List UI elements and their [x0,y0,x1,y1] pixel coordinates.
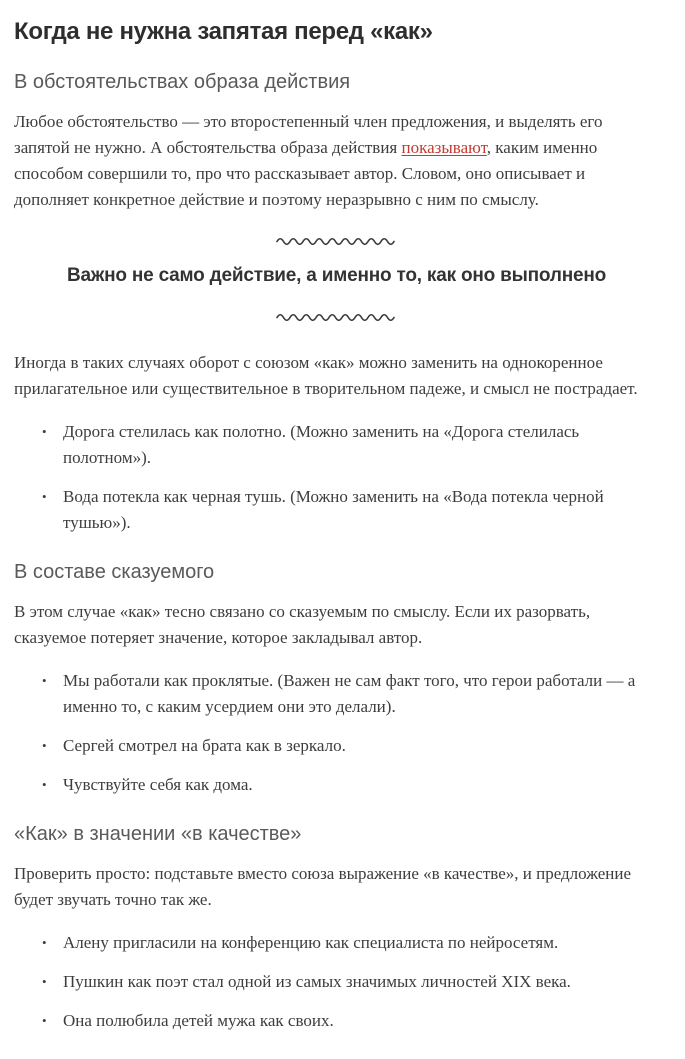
callout-heading: Важно не само действие, а именно то, как оно выполнено [66,265,607,286]
examples-list-predicate [14,668,659,798]
example-item: • Сергей смотрел на брата как в зеркало. [42,733,659,759]
wavy-divider [14,311,659,321]
section-heading-manner-adverbial: В обстоятельствах образа действия [14,71,351,93]
example-item: • Дорога стелилась как полотно. (Можно заменить на «Дорога стелилась полотном»). [42,419,659,471]
quality-check-paragraph: Проверить просто: подставьте вместо союза выражение «в качестве», и предложение будет звучать точно так же. [14,864,632,909]
spacer [14,321,659,335]
page-title: Когда не нужна запятая перед «как» [14,18,433,45]
section-heading-predicate: В составе сказуемого [14,561,215,583]
example-item: • Она полюбила детей мужа как своих. [42,1008,659,1034]
example-item: • Мы работали как проклятые. (Важен не сам факт того, что герои работали — а именно то, с каким усердием они это делали). [42,668,659,720]
paragraph-text: , каким именно способом совершили то, про что рассказывает автор. Словом, оно описывает и дополняет конкретное действие и поэтому неразрывно с ним по смыслу. [14,138,598,209]
wavy-line-icon [276,235,398,245]
replacement-rule-paragraph: Иногда в таких случаях оборот с союзом «как» можно заменить на однокоренное прилагательное или существительное в творительном падеже, и смысл не пострадает. [14,353,638,398]
pokazyvayut-link[interactable]: показывают [401,138,487,157]
wavy-divider [14,235,659,245]
example-item: • Пушкин как поэт стал одной из самых значимых личностей XIX века. [42,969,659,995]
paragraph-text: Любое обстоятельство — это второстепенный член предложения, и выделять его запятой не нужно. А обстоятельства образа действия [14,112,603,157]
section-heading-in-quality-of: «Как» в значении «в качестве» [14,823,302,845]
predicate-paragraph: В этом случае «как» тесно связано со сказуемым по смыслу. Если их разорвать, сказуемое потеряет значение, которое закладывал автор. [14,602,591,647]
example-item: • Алену пригласили на конференцию как специалиста по нейросетям. [42,930,659,956]
examples-list-quality [14,930,659,1034]
example-item: • Чувствуйте себя как дома. [42,772,659,798]
intro-paragraph [14,109,659,213]
examples-list-manner [14,419,659,536]
wavy-line-icon [276,311,398,321]
example-item: • Вода потекла как черная тушь. (Можно заменить на «Вода потекла черной тушью»). [42,484,659,536]
